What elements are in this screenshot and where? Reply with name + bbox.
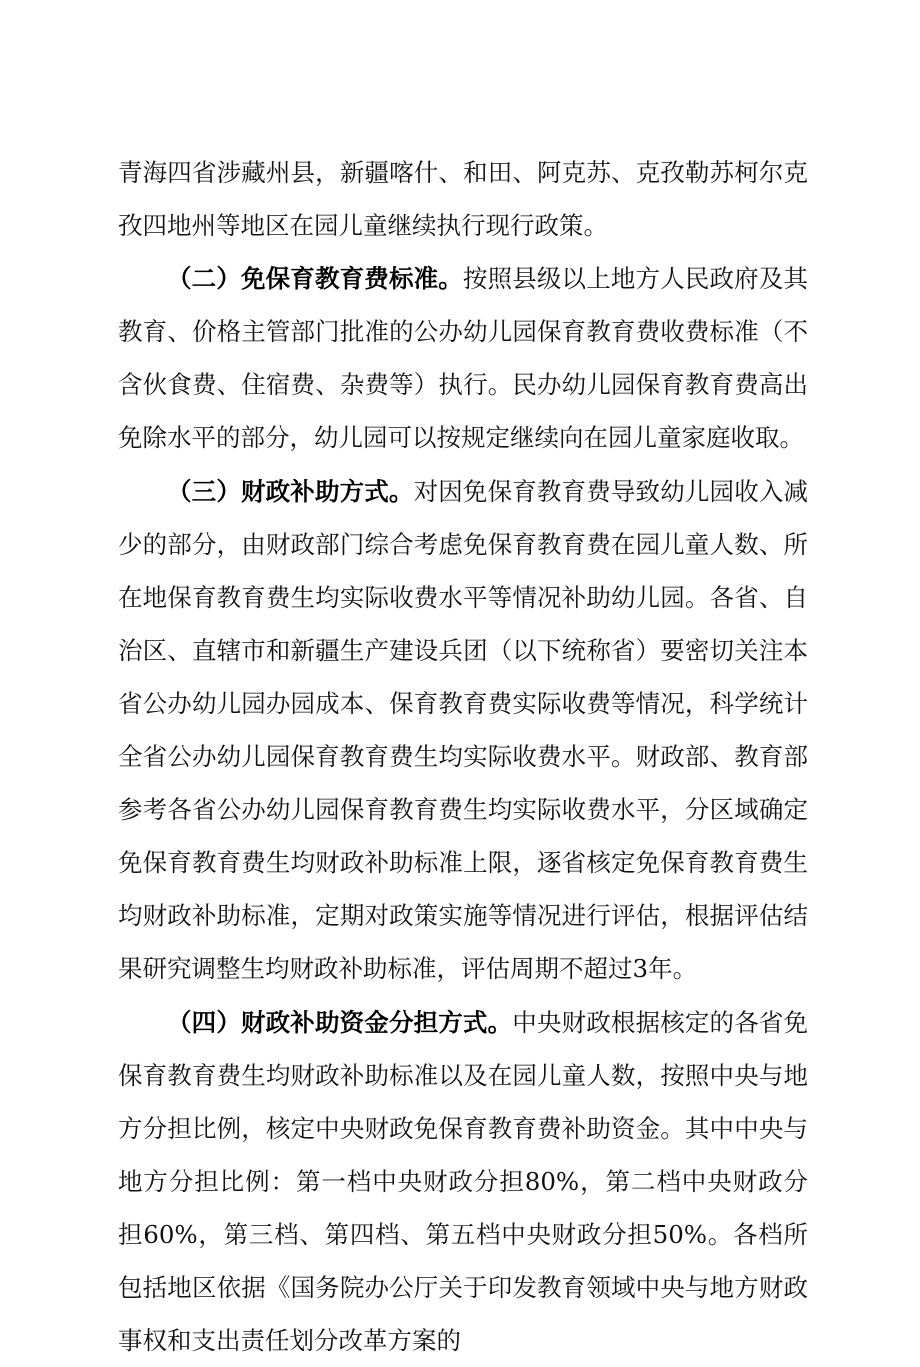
- paragraph-tuition-standard: [118, 252, 808, 464]
- section-heading-cost-sharing: （四）财政补助资金分担方式。: [167, 1008, 512, 1037]
- section-heading-tuition-standard: （二）免保育教育费标准。: [167, 264, 463, 293]
- paragraph-subsidy-method: [118, 465, 808, 996]
- paragraph-text: 对因免保育教育费导致幼儿园收入减少的部分，由财政部门综合考虑免保育教育费在园儿童人数、所在地保育教育费生均实际收费水平等情况补助幼儿园。各省、自治区、直辖市和新疆生产建设兵团（以下统称省）要密切关注本省公办幼儿园办园成本、保育教育费实际收费等情况，科学统计全省公办幼儿园保育教育费生均实际收费水平。财政部、教育部参考各省公办幼儿园保育教育费生均实际收费水平，分区域确定免保育教育费生均财政补助标准上限，逐省核定免保育教育费生均财政补助标准，定期对政策实施等情况进行评估，根据评估结果研究调整生均财政补助标准，评估周期不超过3年。: [118, 477, 808, 984]
- section-heading-subsidy-method: （三）财政补助方式。: [167, 477, 414, 506]
- document-body: [118, 146, 808, 1367]
- paragraph-continuation: [118, 146, 808, 252]
- paragraph-text: 按照县级以上地方人民政府及其教育、价格主管部门批准的公办幼儿园保育教育费收费标准（不含伙食费、住宿费、杂费等）执行。民办幼儿园保育教育费高出免除水平的部分，幼儿园可以按规定继续向在园儿童家庭收取。: [118, 264, 808, 452]
- paragraph-text: 青海四省涉藏州县，新疆喀什、和田、阿克苏、克孜勒苏柯尔克孜四地州等地区在园儿童继续执行现行政策。: [118, 158, 808, 240]
- paragraph-text: 中央财政根据核定的各省免保育教育费生均财政补助标准以及在园儿童人数，按照中央与地方分担比例，核定中央财政免保育教育费补助资金。其中中央与地方分担比例：第一档中央财政分担80%，第二档中央财政分担60%，第三档、第四档、第五档中央财政分担50%。各档所包括地区依据《国务院办公厅关于印发教育领域中央与地方财政事权和支出责任划分改革方案的: [118, 1008, 808, 1356]
- paragraph-cost-sharing: [118, 996, 808, 1367]
